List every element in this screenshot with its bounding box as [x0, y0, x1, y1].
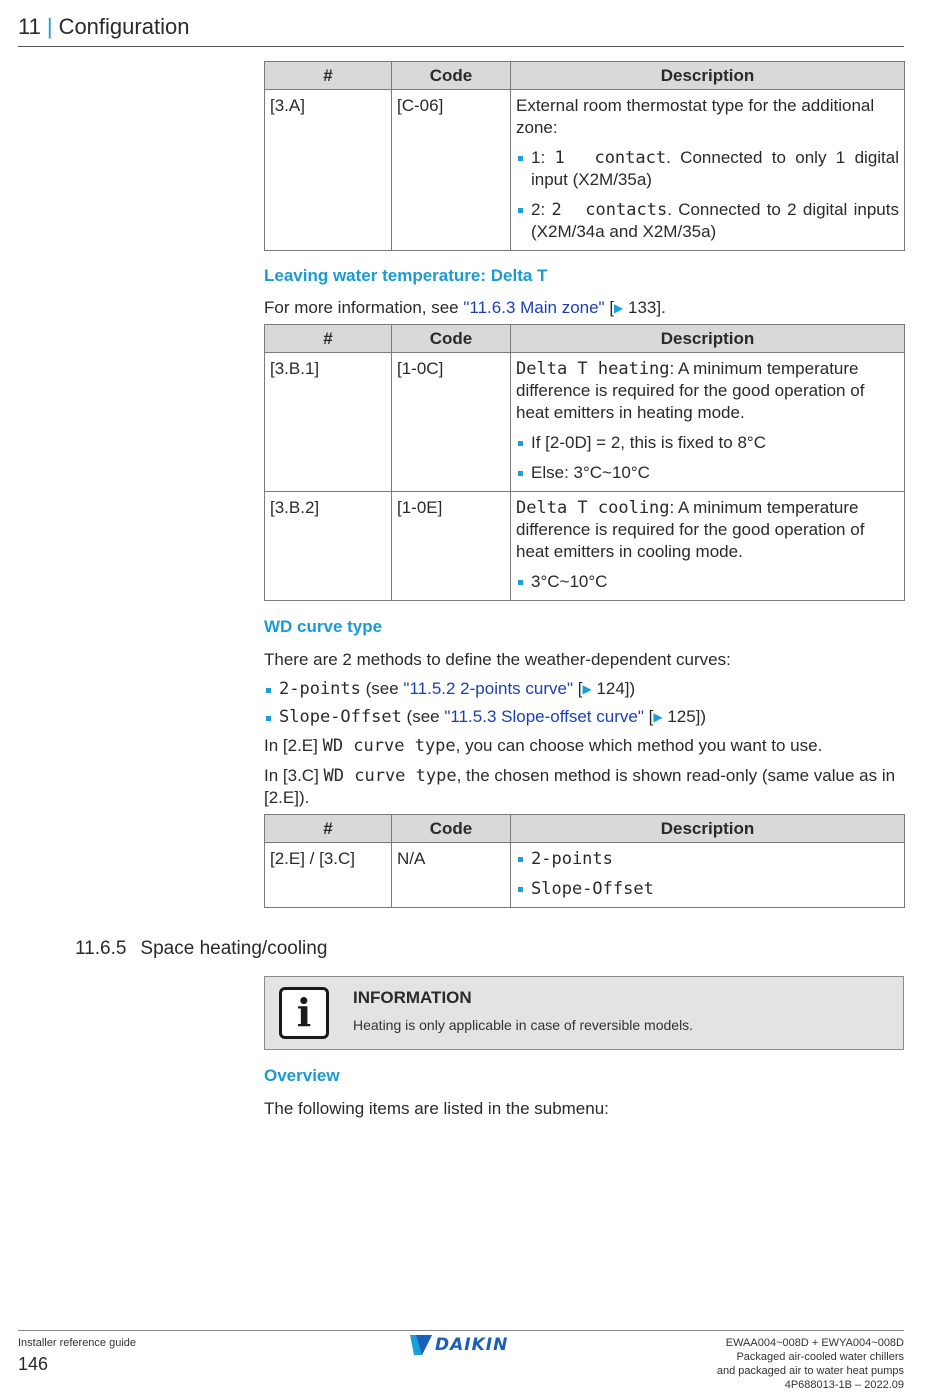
chapter-title: Configuration [58, 14, 190, 39]
page-number: 146 [18, 1354, 49, 1374]
column-header-code: Code [392, 62, 511, 90]
document-code: 4P688013-1B – 2022.09 [784, 1379, 904, 1391]
list-item [264, 679, 904, 699]
chapter-number: 11 [18, 14, 41, 39]
page-header [18, 14, 904, 47]
intro-text: For more information, see [264, 298, 464, 317]
info-heading: INFORMATION [353, 988, 472, 1007]
option-prefix: 2: [531, 200, 552, 219]
overview-heading: Overview [264, 1066, 340, 1085]
main-zone-link[interactable]: "11.6.3 Main zone" [463, 298, 605, 317]
table-header-row [265, 62, 905, 90]
daikin-logo [410, 1334, 508, 1356]
main-content [264, 61, 904, 908]
daikin-logo-mark-icon [410, 1335, 432, 1355]
method-name: Slope-Offset [279, 707, 402, 727]
bracket-close: ]) [624, 679, 636, 698]
list-item: 3°C~10°C [516, 571, 899, 593]
model-range: EWAA004~008D + EWYA004~008D [725, 1337, 904, 1349]
table-row [265, 353, 905, 492]
delta-t-intro [264, 297, 904, 319]
column-header-number: # [265, 62, 392, 90]
cell-code: [1-0E] [392, 492, 511, 601]
column-header-description: Description [511, 62, 905, 90]
description-text [516, 358, 899, 424]
description-text: External room thermostat type for the additional zone: [516, 96, 875, 137]
bracket-open: [ [643, 707, 654, 726]
footer-document-info [717, 1336, 904, 1392]
list-item: Else: 3°C~10°C [516, 462, 899, 484]
cell-code: [C-06] [392, 90, 511, 251]
setting-name: WD curve type [322, 736, 456, 756]
see-text: (see [401, 707, 445, 726]
list-item: Slope-Offset [516, 878, 899, 900]
line-text: , you can choose which method you want to use. [455, 736, 823, 755]
brand-wordmark: DAIKIN [435, 1335, 509, 1355]
line-prefix: In [2.E] [264, 736, 323, 755]
bracket-open: [ [573, 679, 583, 698]
setting-name: Delta T heating [516, 359, 670, 379]
table-header-row [265, 325, 905, 353]
2-points-curve-link[interactable]: "11.5.2 2-points curve" [403, 679, 573, 698]
product-description-2: and packaged air to water heat pumps [716, 1365, 904, 1377]
section-heading-delta-t: Leaving water temperature: Delta T [264, 266, 548, 285]
column-header-number: # [265, 815, 392, 843]
column-header-code: Code [392, 325, 511, 353]
option-value: 2 contacts [551, 200, 668, 220]
bracket-close: ]. [656, 298, 666, 317]
cell-number: [3.B.2] [265, 492, 392, 601]
info-text: Heating is only applicable in case of reversible models. [353, 1017, 694, 1033]
thermostat-type-table [264, 61, 905, 251]
product-description-1: Packaged air-cooled water chillers [736, 1351, 904, 1363]
cell-code: N/A [392, 843, 511, 908]
method-name: 2-points [279, 679, 361, 699]
section-number: 11.6.5 [75, 938, 127, 959]
column-header-description: Description [511, 325, 905, 353]
delta-t-table [264, 324, 905, 601]
description-text [516, 497, 899, 563]
option-text: . Connected to only 1 digital input (X2M/35a) [531, 148, 900, 189]
table-row [265, 843, 905, 908]
option-value: 1 contact [554, 148, 667, 168]
cell-description [511, 492, 905, 601]
bracket-open: [ [604, 298, 615, 317]
table-header-row [265, 815, 905, 843]
overview-text: The following items are listed in the submenu: [264, 1099, 609, 1118]
cell-number: [2.E] / [3.C] [265, 843, 392, 908]
cell-description [511, 843, 905, 908]
see-text: (see [360, 679, 404, 698]
page-reference: 133 [623, 298, 657, 317]
option-text: . Connected to 2 digital inputs (X2M/34a and X2M/35a) [531, 200, 899, 241]
page-reference: 125 [662, 707, 696, 726]
information-box [264, 976, 904, 1050]
cell-description [511, 90, 905, 251]
column-header-description: Description [511, 815, 905, 843]
page-arrow-icon: ▶ [653, 710, 663, 724]
cell-number: [3.A] [265, 90, 392, 251]
wd-line-readonly [264, 765, 904, 809]
wd-line-choose [264, 735, 904, 757]
section-title [75, 938, 327, 960]
column-header-number: # [265, 325, 392, 353]
line-prefix: In [3.C] [264, 766, 324, 785]
column-header-code: Code [392, 815, 511, 843]
setting-description: : A minimum temperature difference is required for the good operation of heat emitters in cooling mode. [516, 498, 865, 561]
list-item [264, 707, 904, 727]
line-text: , the chosen method is shown read-only (same value as in [2.E]). [264, 766, 896, 807]
list-item [516, 199, 899, 243]
page-arrow-icon: ▶ [582, 682, 592, 696]
slope-offset-curve-link[interactable]: "11.5.3 Slope-offset curve" [444, 707, 644, 726]
list-item [516, 147, 899, 191]
info-icon: i [279, 987, 329, 1039]
footer-guide-title: Installer reference guide [18, 1337, 137, 1349]
list-item: 2-points [516, 848, 899, 870]
section-heading-wd-curve: WD curve type [264, 617, 383, 636]
section-name: Space heating/cooling [140, 938, 328, 959]
header-separator: | [46, 14, 53, 39]
overview-section [264, 1065, 904, 1120]
option-prefix: 1: [531, 148, 555, 167]
setting-name: Delta T cooling [516, 498, 670, 518]
table-row [265, 90, 905, 251]
page-arrow-icon: ▶ [614, 301, 624, 315]
wd-curve-table [264, 814, 905, 908]
cell-description [511, 353, 905, 492]
setting-name: WD curve type [323, 766, 457, 786]
wd-intro: There are 2 methods to define the weather-dependent curves: [264, 650, 731, 669]
cell-number: [3.B.1] [265, 353, 392, 492]
footer-divider [18, 1330, 904, 1331]
bracket-close: ]) [695, 707, 707, 726]
setting-description: : A minimum temperature difference is required for the good operation of heat emitters in heating mode. [516, 359, 865, 422]
table-row [265, 492, 905, 601]
page-reference: 124 [591, 679, 625, 698]
list-item: If [2-0D] = 2, this is fixed to 8°C [516, 432, 899, 454]
cell-code: [1-0C] [392, 353, 511, 492]
